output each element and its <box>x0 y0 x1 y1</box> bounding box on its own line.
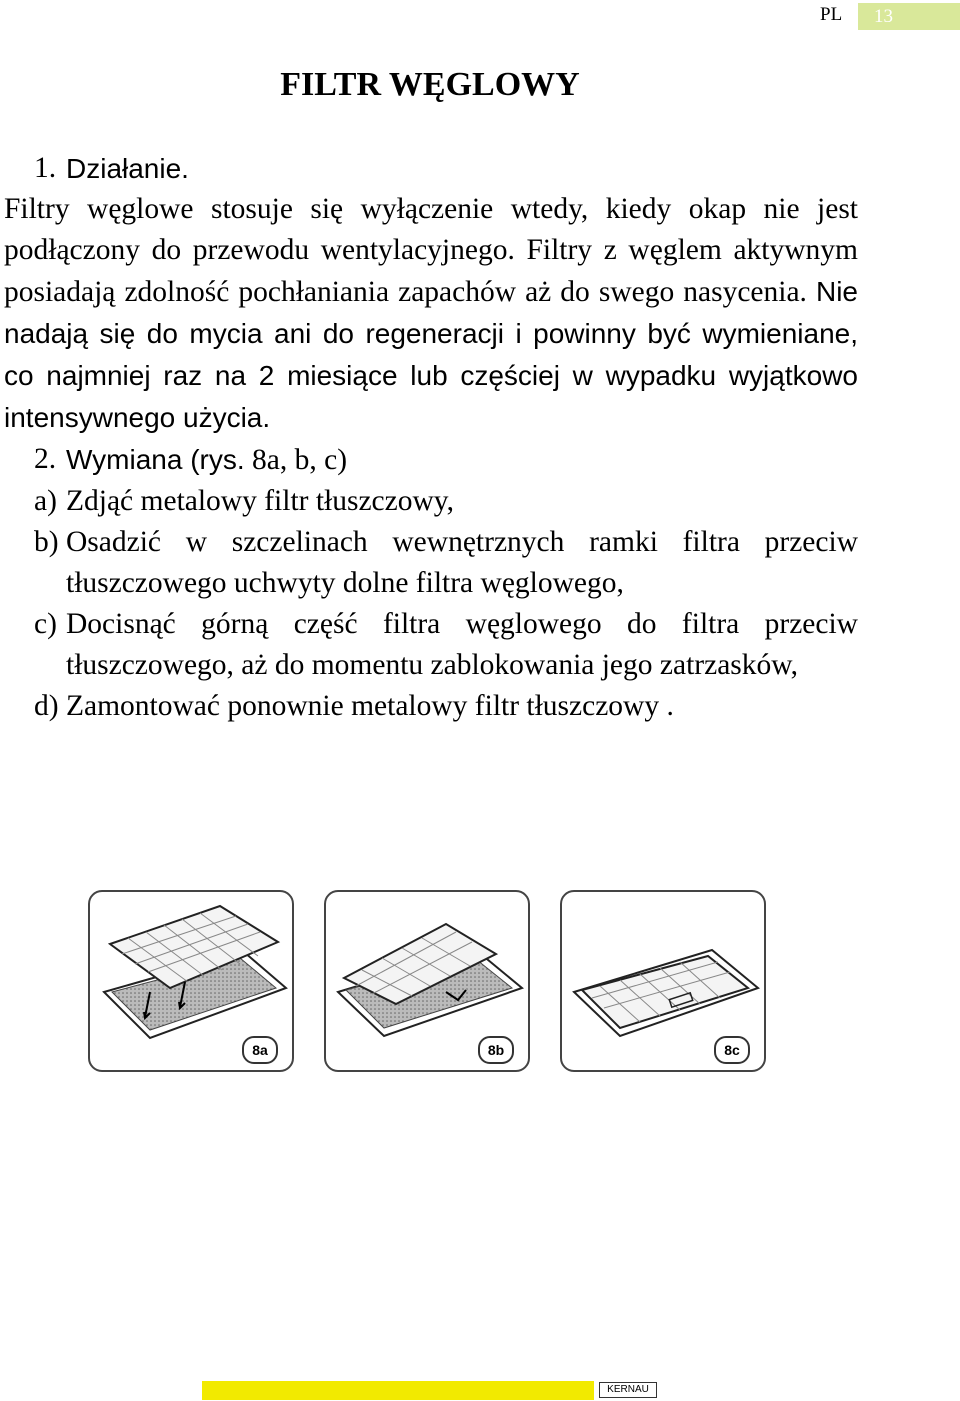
page-language-label: PL <box>820 4 843 25</box>
step-label: a) <box>34 485 57 517</box>
step-item <box>4 686 858 727</box>
figure-8c <box>560 890 766 1072</box>
page-title: FILTR WĘGLOWY <box>280 66 580 103</box>
brand-logo: KERNAU <box>599 1382 657 1398</box>
step-label: b) <box>34 526 59 558</box>
section-2-heading <box>4 439 858 481</box>
section-1-number: 1. <box>34 152 57 184</box>
step-text: Zamontować ponownie metalowy filtr tłuszczowy . <box>66 690 674 722</box>
step-text: Docisnąć górną część filtra węglowego do filtra przeciw tłuszczowego, aż do momentu zablokowania jego zatrzasków, <box>66 608 858 681</box>
page-number-badge: 13 <box>858 3 960 30</box>
step-text: Zdjąć metalowy filtr tłuszczowy, <box>66 485 455 517</box>
instructions-text <box>4 148 858 727</box>
filter-figures <box>88 890 768 1075</box>
step-label: d) <box>34 690 59 722</box>
step-item <box>4 481 858 522</box>
section-1-title: Działanie. <box>66 153 189 184</box>
figure-8b <box>324 890 530 1072</box>
section-1-heading <box>4 148 858 189</box>
figure-badge: 8c <box>714 1036 750 1064</box>
figure-8a <box>88 890 294 1072</box>
figure-badge: 8a <box>242 1036 278 1064</box>
section-2-title-ref: 8a, b, c) <box>244 444 348 476</box>
section-2-title: Wymiana (rys. <box>66 444 245 475</box>
paragraph-sans-part: Nie nadają się do mycia ani do regeneracji i powinny być wymieniane, co najmniej raz na 2 miesiące lub częściej w wypadku wyjątkowo intensywnego użycia. <box>4 276 858 433</box>
paragraph-serif-part: Filtry węglowe stosuje się wyłączenie wtedy, kiedy okap nie jest podłączony do przewodu wentylacyjnego. Filtry z węglem aktywnym posiadają zdolność pochłaniania zapachów aż do swego nasycenia. <box>4 193 858 308</box>
step-label: c) <box>34 608 57 640</box>
section-2-number: 2. <box>34 443 57 475</box>
footer-color-bar <box>202 1381 594 1400</box>
section-1-paragraph <box>4 189 858 439</box>
step-item <box>4 522 858 604</box>
step-item <box>4 604 858 686</box>
figure-badge: 8b <box>478 1036 514 1064</box>
step-text: Osadzić w szczelinach wewnętrznych ramki filtra przeciw tłuszczowego uchwyty dolne filtra węglowego, <box>66 526 858 599</box>
